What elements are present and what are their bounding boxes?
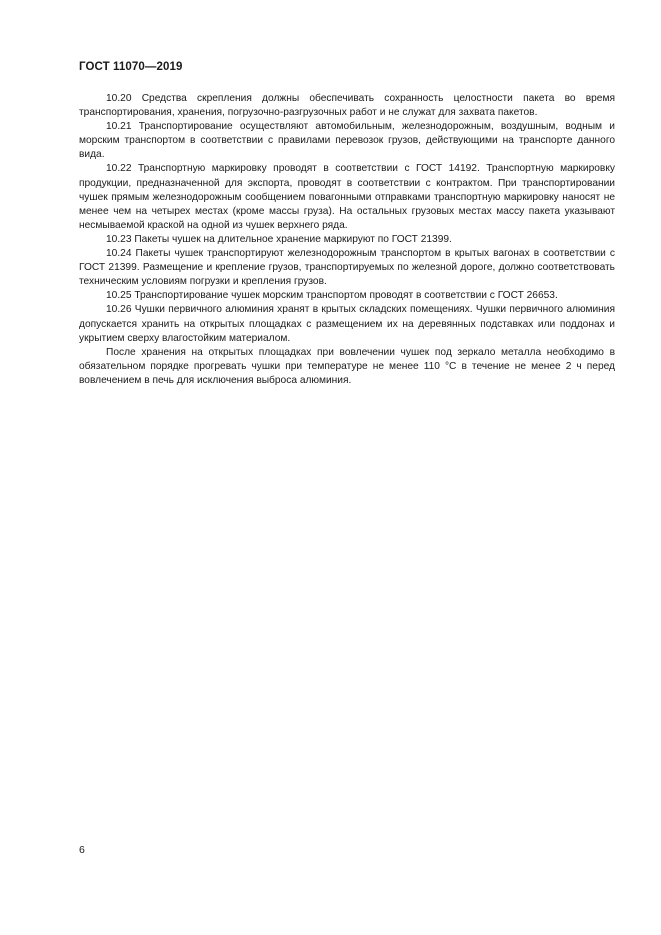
paragraph-10-24: 10.24 Пакеты чушек транспортируют железнодорожным транспортом в крытых вагонах в соответствии с ГОСТ 21399. Размещение и крепление грузов, транспортируемых по железной дороге, должно соответствовать техническим условиям погрузки и крепления грузов. bbox=[79, 248, 615, 288]
paragraph-10-26: 10.26 Чушки первичного алюминия хранят в крытых складских помещениях. Чушки первичного алюминия допускается хранить на открытых площадках с размещением их на деревянных подставках или поддонах и укрытием сверху влагостойким материалом. bbox=[79, 304, 615, 344]
paragraph-10-20: 10.20 Средства скрепления должны обеспечивать сохранность целостности пакета во время транспортирования, хранения, погрузочно-разгрузочных работ и не служат для захвата пакетов. bbox=[79, 93, 615, 119]
paragraph-storage-note: После хранения на открытых площадках при вовлечении чушек под зеркало металла необходимо в обязательном порядке прогревать чушки при температуре не менее 110 °С в течение не менее 2 ч перед вовлечением в печь для исключения выброса алюминия. bbox=[79, 346, 615, 386]
paragraph-10-22: 10.22 Транспортную маркировку проводят в соответствии с ГОСТ 14192. Транспортную маркировку продукции, предназначенной для экспорта, проводят в соответствии с контрактом. При транспортировании чушек прямым железнодорожным сообщением повагонными отправками транспортную маркировку наносят не менее чем на четырех местах (кроме массы груза). На остальных грузовых местах массу пакета указывают несмываемой краской на одной из чушек верхнего ряда. bbox=[79, 163, 615, 231]
paragraph-10-23: 10.23 Пакеты чушек на длительное хранение маркируют по ГОСТ 21399. bbox=[106, 233, 452, 245]
paragraph-10-25: 10.25 Транспортирование чушек морским транспортом проводят в соответствии с ГОСТ 26653. bbox=[106, 290, 558, 302]
document-body bbox=[79, 92, 615, 388]
paragraph-10-21: 10.21 Транспортирование осуществляют автомобильным, железнодорожным, воздушным, водным и морским транспортом в соответствии с правилами перевозок грузов, действующими на транспорте данного вида. bbox=[79, 121, 615, 161]
standard-header: ГОСТ 11070—2019 bbox=[79, 61, 183, 73]
page-number: 6 bbox=[79, 844, 85, 856]
